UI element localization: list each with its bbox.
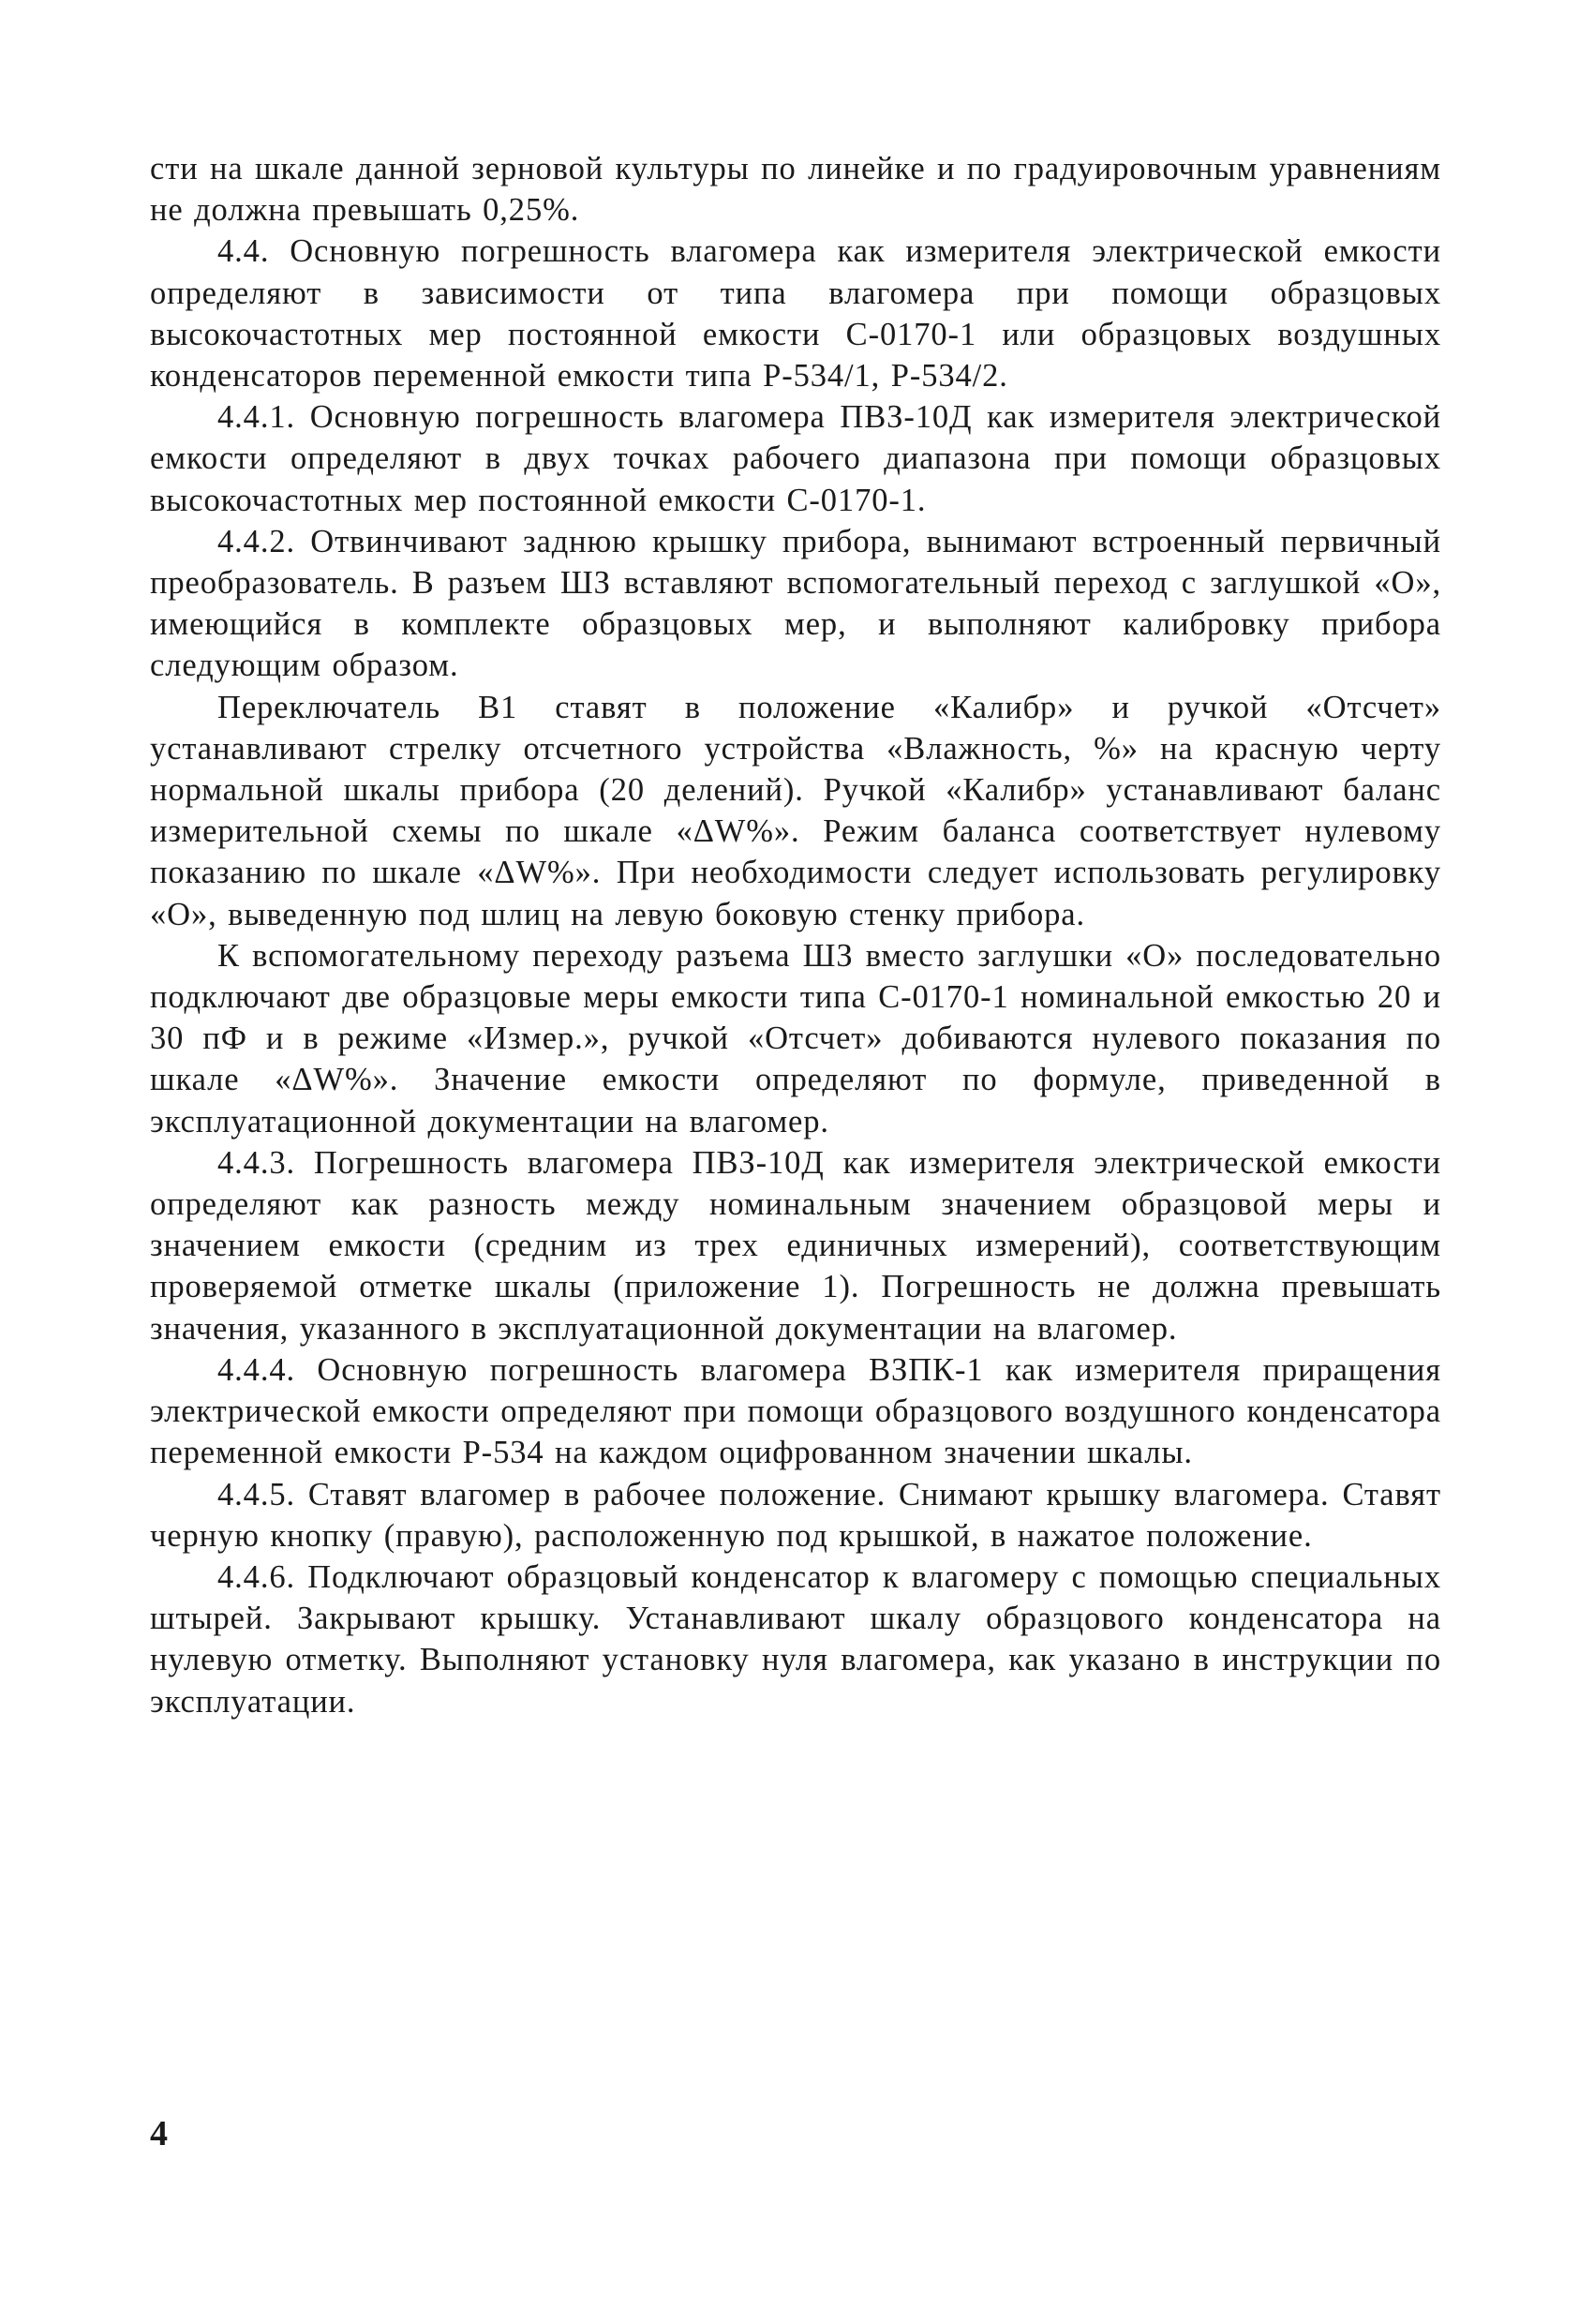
paragraph-4-4-1: 4.4.1. Основную погрешность влагомера ПВЗ-10Д как измерителя электрической емкости определяют в двух точках рабочего диапазона при помощи образцовых высокочастотных мер постоянной емкости С-0170-1.: [150, 399, 1441, 518]
paragraph-4-4-2: 4.4.2. Отвинчивают заднюю крышку прибора, вынимают встроенный первичный преобразователь. В разъем ШЗ вставляют вспомогательный переход с заглушкой «О», имеющийся в комплекте образцовых мер, и выполняют калибровку прибора следующим образом.: [150, 523, 1441, 684]
paragraph-4-4-4: 4.4.4. Основную погрешность влагомера ВЗПК-1 как измерителя приращения электрической емкости определяют при помощи образцового воздушного конденсатора переменной емкости Р-534 на каждом оцифрованном значении шкалы.: [150, 1351, 1441, 1471]
body-text: [150, 148, 1441, 1722]
page-number: 4: [150, 2114, 168, 2153]
paragraph-continuation: сти на шкале данной зерновой культуры по линейке и по градуировочным уравнениям не должна превышать 0,25%.: [150, 151, 1441, 229]
paragraph-4-4-3: 4.4.3. Погрешность влагомера ПВЗ-10Д как измерителя электрической емкости определяют как разность между номинальным значением образцовой меры и значением емкости (средним из трех единичных измерений), соответствующим проверяемой отметке шкалы (приложение 1). Погрешность не должна превышать значения, указанного в эксплуатационной документации на влагомер.: [150, 1144, 1441, 1347]
paragraph-4-4-5: 4.4.5. Ставят влагомер в рабочее положение. Снимают крышку влагомера. Ставят черную кнопку (правую), расположенную под крышкой, в нажатое положение.: [150, 1476, 1441, 1554]
paragraph-4-4: 4.4. Основную погрешность влагомера как измерителя электрической емкости определяют в зависимости от типа влагомера при помощи образцовых высокочастотных мер постоянной емкости С-0170-1 или образцовых воздушных конденсаторов переменной емкости типа Р-534/1, Р-534/2.: [150, 233, 1441, 395]
paragraph-calibration: Переключатель В1 ставят в положение «Калибр» и ручкой «Отсчет» устанавливают стрелку отсчетного устройства «Влажность, %» на красную черту нормальной шкалы прибора (20 делений). Ручкой «Калибр» устанавливают баланс измерительной схемы по шкале «ΔW%». Режим баланса соответствует нулевому показанию по шкале «ΔW%». При необходимости следует использовать регулировку «О», выведенную под шлиц на левую боковую стенку прибора.: [150, 689, 1441, 932]
paragraph-measures: К вспомогательному переходу разъема ШЗ вместо заглушки «О» последовательно подключают две образцовые меры емкости типа С-0170-1 номинальной емкостью 20 и 30 пФ и в режиме «Измер.», ручкой «Отсчет» добиваются нулевого показания по шкале «ΔW%». Значение емкости определяют по формуле, приведенной в эксплуатационной документации на влагомер.: [150, 937, 1441, 1140]
paragraph-4-4-6: 4.4.6. Подключают образцовый конденсатор к влагомеру с помощью специальных штырей. Закрывают крышку. Устанавливают шкалу образцового конденсатора на нулевую отметку. Выполняют установку нуля влагомера, как указано в инструкции по эксплуатации.: [150, 1558, 1441, 1720]
